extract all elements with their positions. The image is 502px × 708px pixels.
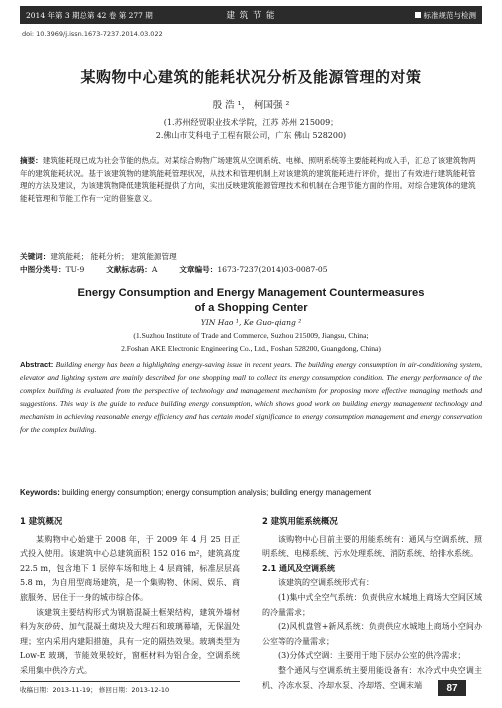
body-column-left <box>20 508 240 679</box>
subsection-2-1-item-1: (1)集中式全空气系统：负责供应水城地上商场大空间区域的冷量需求； <box>262 592 482 617</box>
affiliation-en-2: 2.Foshan AKE Electronic Engineering Co., Ltd., Foshan 528200, Guangdong, China) <box>121 344 381 353</box>
keywords-en <box>20 488 482 497</box>
title-en-line-1: Energy Consumption and Energy Management Countermeasures <box>77 287 425 299</box>
title-cn: 某购物中心建筑的能耗状况分析及能源管理的对策 <box>80 68 422 86</box>
section-2-paragraph-1: 该购物中心目前主要的用能系统有：通风与空调系统、照明系统、电梯系统、污水处理系统、消防系统、给排水系统。 <box>262 534 482 559</box>
subsection-2-1-paragraph-1: 该建筑的空调系统形式有： <box>278 578 374 588</box>
section-1-paragraph-1: 某购物中心始建于 2008 年，于 2009 年 4 月 25 日正式投入使用。该建筑中心总建筑面积 152 016 m²，建筑高度 22.5 m，包含地下 1 层停车场和地上 4 层商铺，标准层层高 5.8 m，为自用型商场建筑，是一个集购物、休闲、娱乐、商旅服务、居住于一身的城市综合体。 <box>20 534 240 602</box>
section-2-title: 2 建筑用能系统概况 <box>262 516 338 526</box>
abstract-cn-text: 建筑能耗现已成为社会节能的热点。对某综合购物广场建筑从空调系统、电梯、照明系统等主要能耗构成入手，汇总了该建筑物两年的建筑能耗状况。基于该建筑物的建筑能耗管理状况，从技术和管理机制上对该建筑的建筑能耗进行评价，提出了有效进行建筑能耗管理的方法及建议，为该建筑物降低建筑能耗提供了方向，实出反映建筑能源管理技术和机制在合理节能方面的作用。对综合建筑体的建筑能耗管理和节能工作有一定的借鉴意义。 <box>20 156 476 203</box>
abstract-cn <box>20 155 482 205</box>
abstract-cn-label: 摘要： <box>20 156 43 165</box>
footnote-divider <box>20 681 240 682</box>
doi: doi: 10.3969/j.issn.1673-7237.2014.03.022 <box>22 30 163 38</box>
section-1-paragraph-2: 该建筑主要结构形式为钢筋混凝土框架结构，建筑外墙材料为灰砂砖、加气混凝土砌块及大理石和玻璃幕墙，无保温处理；室内采用内建阳措施，具有一定的隔热效果。玻璃类型为 Low-E 玻璃，节能效果较好，窗框材料为铝合金，空调系统采用集中供冷方式。 <box>20 607 240 675</box>
article-id-label: 文章编号： <box>179 265 218 274</box>
doc-code-label: 文献标志码： <box>106 265 152 274</box>
classification-row <box>20 264 482 275</box>
doc-code-value: A <box>151 265 158 274</box>
page-number: 87 <box>438 680 466 696</box>
subsection-2-1-title: 2.1 通风及空调系统 <box>262 563 335 573</box>
authors-cn: 殷 浩 ¹， 柯国强 ² <box>212 100 290 111</box>
clc-label: 中图分类号： <box>20 265 66 274</box>
title-en-line-2: of a Shopping Center <box>194 302 308 314</box>
section-1-title: 1 建筑概况 <box>20 516 63 526</box>
abstract-en-text: Building energy has been a highlighting energy-saving issue in recent years. The building energy consumption in air-conditioning system, elevator and lighting system are mainly described for one shopping mall to collect its energy consumption condition. The energy performance of the complex building is evaluated from the perspective of technology and management mechanism for proposing more effective managing methods and suggestions. This way is the guide to reduce building energy consumption, which shows good work on building energy management technology and mechanism in achieving reasonable energy efficiency and has certain model significance to energy consumption management and energy conservation for the complex building. <box>20 360 482 435</box>
journal-name: 建 筑 节 能 <box>226 11 276 21</box>
keywords-cn-label: 关键词： <box>20 252 51 261</box>
abstract-en <box>20 358 482 437</box>
subsection-2-1-paragraph-2: 整个通风与空调系统主要用能设备有：水冷式中央空调主机、冷冻水泵、冷却水泵、冷却塔、空调末端 <box>262 665 482 690</box>
affiliation-cn-1: (1.苏州经贸职业技术学院，江苏 苏州 215009； <box>163 118 339 127</box>
article-id-value: 1673-7237(2014)03-0087-05 <box>217 265 328 274</box>
body-column-right <box>262 508 482 693</box>
subsection-2-1-item-3: (3)分体式空调：主要用于地下层办公室的供冷需求； <box>278 651 466 661</box>
section-label: 标准规范与检测 <box>423 10 476 20</box>
keywords-cn-text: 建筑能耗； 能耗分析； 建筑能源管理 <box>50 252 177 261</box>
affiliation-cn-2: 2.佛山市艾科电子工程有限公司，广东 佛山 528200) <box>155 131 347 140</box>
received-dates: 收稿日期：2013-11-19； 修回日期：2013-12-10 <box>20 686 170 694</box>
abstract-en-label: Abstract: <box>20 360 54 369</box>
subsection-2-1-item-2: (2)风机盘管+新风系统：负责供应水城地上商场小空间办公室等的冷量需求； <box>262 622 482 646</box>
keywords-en-label: Keywords: <box>20 488 60 497</box>
issue-info: 2014 年第 3 期总第 42 卷 第 277 期 <box>26 10 153 20</box>
keywords-en-text: building energy consumption; energy consumption analysis; building energy management <box>62 488 372 497</box>
clc-value: TU-9 <box>65 265 85 274</box>
affiliation-en-1: (1.Suzhou Institute of Trade and Commerce, Suzhou 215009, Jiangsu, China; <box>133 331 369 340</box>
running-header <box>20 6 482 24</box>
section-label-wrap <box>326 10 482 21</box>
keywords-cn <box>20 251 482 264</box>
authors-en: YIN Hao ¹, Ke Guo-qiang ² <box>200 318 302 327</box>
square-bullet-icon <box>415 12 421 18</box>
